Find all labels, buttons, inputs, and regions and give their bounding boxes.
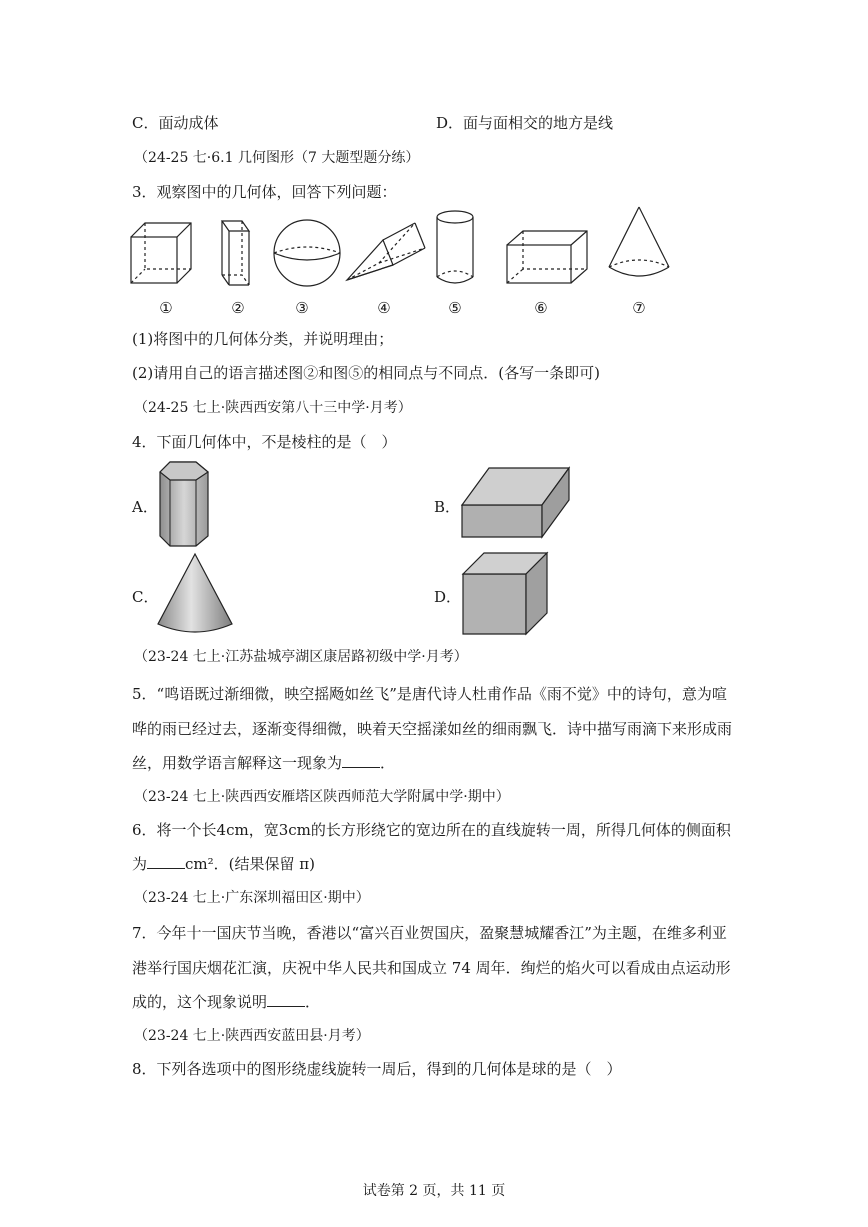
- question-5-line-1: 5．“鸣语既过渐细微，映空摇飏如丝飞”是唐代诗人杜甫作品《雨不觉》中的诗句，意为喧: [132, 685, 727, 703]
- figure-label-7: ⑦: [632, 299, 646, 317]
- cuboid-shaded-figure: [459, 465, 579, 540]
- quadrangular-prism-figure: [222, 221, 249, 285]
- solids-figure-row: [125, 205, 685, 295]
- answer-blank[interactable]: [267, 992, 305, 1007]
- cylinder-figure: [437, 211, 473, 283]
- question-3-part-2: (2)请用自己的语言描述图②和图⑤的相同点与不同点．(各写一条即可): [132, 364, 600, 382]
- question-6-line-2-text: 为: [132, 855, 148, 873]
- question-7-line-1: 7．今年十一国庆节当晚，香港以“富兴百业贺国庆，盈聚慧城耀香江”为主题，在维多利亚: [132, 924, 727, 942]
- figure-label-1: ①: [159, 299, 173, 317]
- question-8-source: （23-24 七上·陕西西安蓝田县·月考）: [134, 1028, 370, 1044]
- option-d-label: D．: [434, 588, 462, 606]
- sphere-figure: [274, 220, 340, 286]
- cube-figure: [131, 223, 191, 283]
- page-footer: 试卷第 2 页，共 11 页: [362, 1183, 506, 1199]
- option-b-label: B．: [434, 498, 461, 516]
- question-3-part-1: (1)将图中的几何体分类，并说明理由；: [132, 330, 394, 348]
- question-7-line-3-text: 成的，这个现象说明: [132, 993, 268, 1011]
- option-c-label: C．: [132, 588, 159, 606]
- hexagonal-prism-figure: [156, 458, 216, 548]
- answer-blank[interactable]: [147, 854, 185, 869]
- cone-shaded-figure: [155, 552, 235, 637]
- figure-label-2: ②: [231, 299, 245, 317]
- figure-label-3: ③: [295, 299, 309, 317]
- cone-figure: [609, 207, 669, 276]
- question-6-line-2-end: cm²．(结果保留 π): [185, 855, 315, 873]
- question-6-line-1: 6．将一个长4cm，宽3cm的长方形绕它的宽边所在的直线旋转一周，所得几何体的侧面积: [132, 821, 731, 839]
- figure-label-4: ④: [377, 299, 391, 317]
- question-3-source: （24-25 七·6.1 几何图形（7 大题型题分练）: [134, 150, 420, 166]
- question-3-stem: 3．观察图中的几何体，回答下列问题：: [132, 183, 397, 201]
- option-a-label: A．: [132, 498, 158, 516]
- question-4-stem: 4．下面几何体中，不是棱柱的是（ ）: [132, 433, 397, 451]
- question-8-stem: 8．下列各选项中的图形绕虚线旋转一周后，得到的几何体是球的是（ ）: [132, 1060, 622, 1078]
- question-7-source: （23-24 七上·广东深圳福田区·期中）: [134, 890, 370, 906]
- question-7-line-2: 港举行国庆烟花汇演，庆祝中华人民共和国成立 74 周年．绚烂的焰火可以看成由点运动形: [132, 959, 731, 977]
- question-5-source: （23-24 七上·江苏盐城亭湖区康居路初级中学·月考）: [134, 649, 468, 665]
- question-5-line-2: 哗的雨已经过去，逐渐变得细微，映着天空摇漾如丝的细雨飘飞．诗中描写雨滴下来形成雨: [132, 720, 733, 738]
- figure-label-5: ⑤: [448, 299, 462, 317]
- question-5-line-3-text: 丝，用数学语言解释这一现象为: [132, 754, 343, 772]
- question-6-line-2: [132, 854, 315, 874]
- question-4-source: （24-25 七上·陕西西安第八十三中学·月考）: [134, 400, 412, 416]
- option-c-text: C．面动成体: [132, 114, 219, 132]
- question-6-source: （23-24 七上·陕西西安雁塔区陕西师范大学附属中学·期中）: [134, 789, 510, 805]
- cube-shaded-figure: [460, 550, 555, 640]
- triangular-prism-figure: [347, 223, 425, 280]
- question-5-line-3-end: ．: [380, 754, 396, 772]
- question-7-line-3-end: ．: [305, 993, 321, 1011]
- answer-blank[interactable]: [342, 753, 380, 768]
- question-5-line-3: [132, 753, 395, 773]
- question-7-line-3: [132, 992, 320, 1012]
- option-d-text: D．面与面相交的地方是线: [436, 114, 614, 132]
- figure-label-6: ⑥: [534, 299, 548, 317]
- cuboid-figure: [507, 231, 587, 283]
